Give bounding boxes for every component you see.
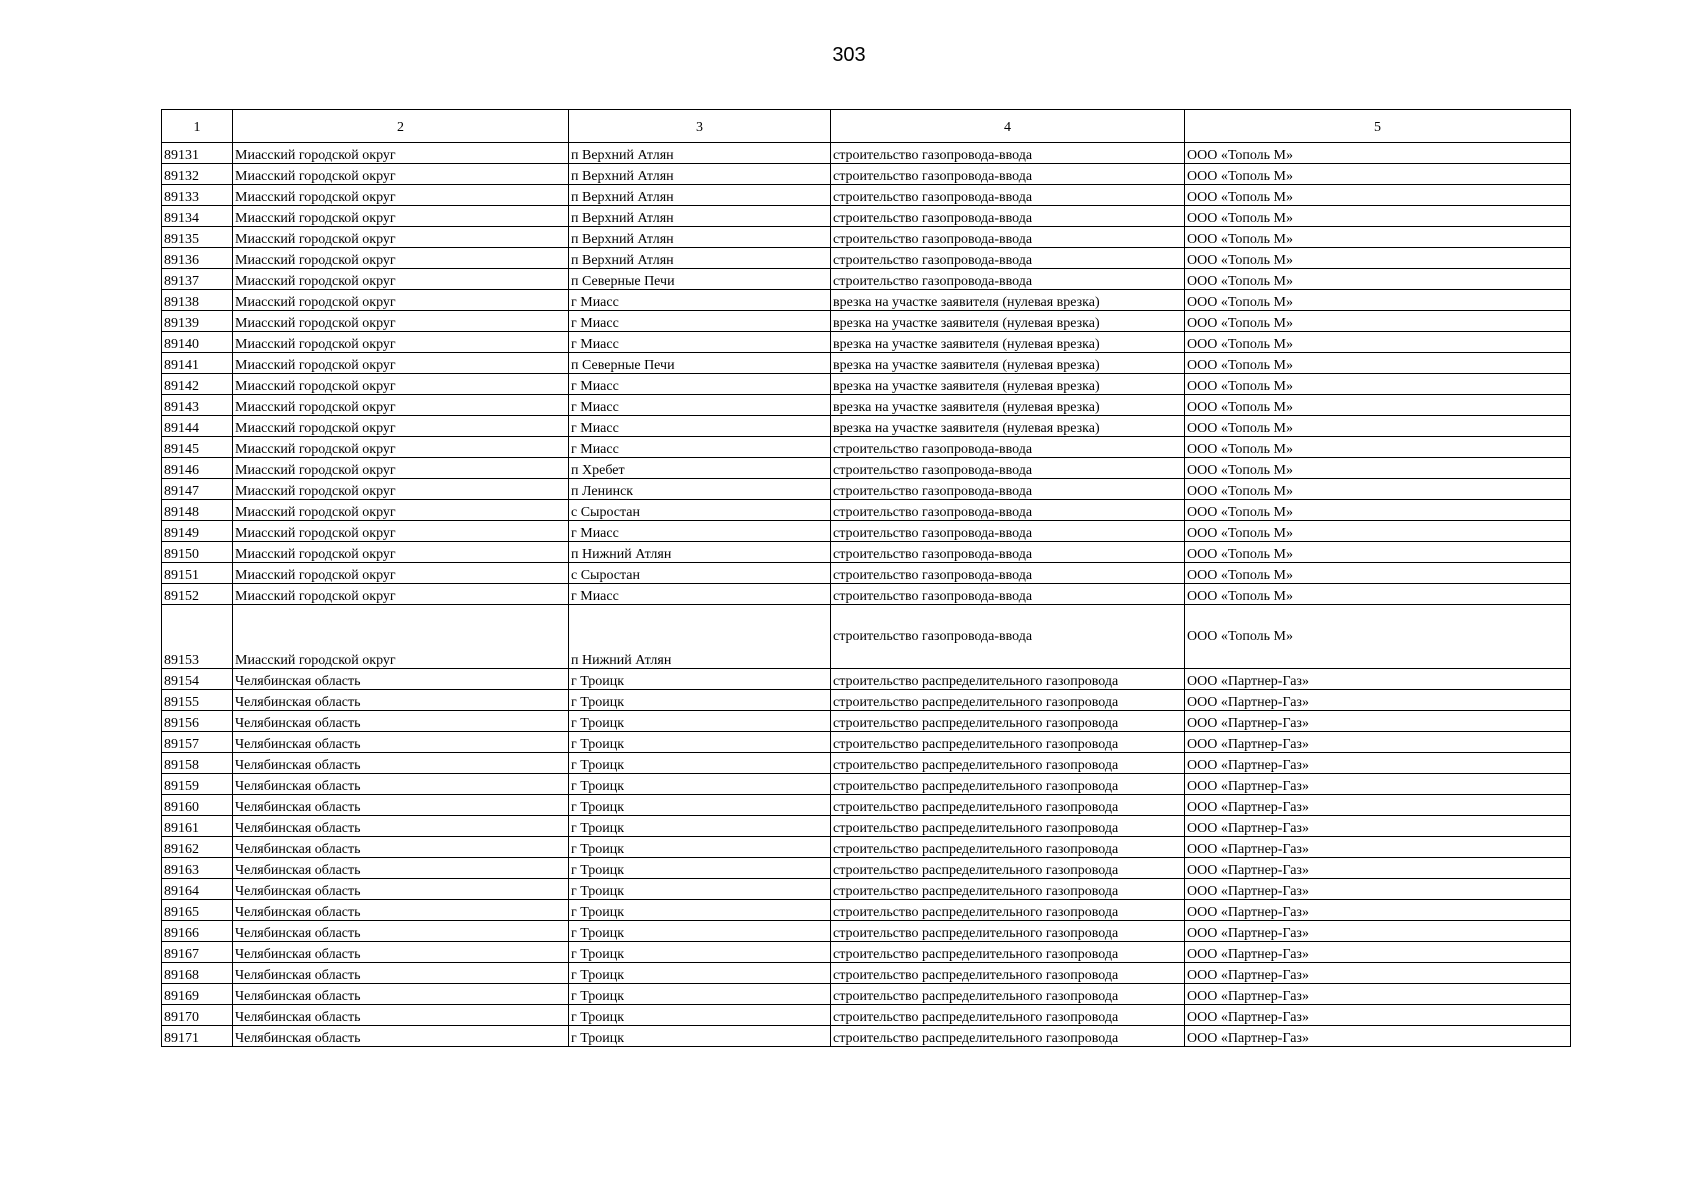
cell-locality: г Троицк [569,669,831,690]
cell-number: 89132 [162,164,233,185]
cell-organization: ООО «Партнер-Газ» [1185,732,1571,753]
cell-locality: г Троицк [569,837,831,858]
cell-number: 89143 [162,395,233,416]
cell-municipality: Челябинская область [233,795,569,816]
cell-number: 89165 [162,900,233,921]
cell-organization: ООО «Тополь М» [1185,311,1571,332]
cell-number: 89169 [162,984,233,1005]
cell-municipality: Миасский городской округ [233,290,569,311]
cell-number: 89150 [162,542,233,563]
cell-organization: ООО «Партнер-Газ» [1185,669,1571,690]
cell-locality: с Сыростан [569,500,831,521]
table-row [162,1026,1571,1047]
column-header-5: 5 [1185,110,1571,143]
table-row [162,395,1571,416]
cell-work-type: врезка на участке заявителя (нулевая врезка) [831,290,1185,311]
cell-organization: ООО «Партнер-Газ» [1185,858,1571,879]
cell-municipality: Челябинская область [233,942,569,963]
cell-locality: п Верхний Атлян [569,206,831,227]
table-row [162,605,1571,669]
cell-organization: ООО «Партнер-Газ» [1185,795,1571,816]
table-row [162,374,1571,395]
cell-number: 89141 [162,353,233,374]
cell-municipality: Миасский городской округ [233,584,569,605]
cell-municipality: Челябинская область [233,816,569,837]
cell-municipality: Миасский городской округ [233,143,569,164]
cell-number: 89156 [162,711,233,732]
cell-locality: г Троицк [569,753,831,774]
cell-work-type: врезка на участке заявителя (нулевая врезка) [831,374,1185,395]
cell-work-type: строительство газопровода-ввода [831,563,1185,584]
cell-work-type: строительство газопровода-ввода [831,500,1185,521]
cell-organization: ООО «Тополь М» [1185,332,1571,353]
table-row [162,500,1571,521]
cell-municipality: Миасский городской округ [233,269,569,290]
cell-organization: ООО «Тополь М» [1185,542,1571,563]
cell-locality: п Верхний Атлян [569,227,831,248]
cell-municipality: Миасский городской округ [233,353,569,374]
cell-locality: п Верхний Атлян [569,248,831,269]
cell-organization: ООО «Партнер-Газ» [1185,774,1571,795]
cell-organization: ООО «Тополь М» [1185,563,1571,584]
cell-municipality: Челябинская область [233,963,569,984]
cell-municipality: Челябинская область [233,753,569,774]
cell-work-type: строительство распределительного газопровода [831,984,1185,1005]
cell-municipality: Миасский городской округ [233,206,569,227]
cell-municipality: Челябинская область [233,711,569,732]
cell-locality: г Миасс [569,395,831,416]
cell-number: 89152 [162,584,233,605]
cell-locality: п Верхний Атлян [569,164,831,185]
cell-locality: п Хребет [569,458,831,479]
cell-work-type: строительство распределительного газопровода [831,858,1185,879]
cell-locality: г Троицк [569,942,831,963]
table-row [162,879,1571,900]
cell-locality: г Троицк [569,1026,831,1047]
cell-number: 89154 [162,669,233,690]
table-row [162,900,1571,921]
cell-number: 89139 [162,311,233,332]
table-row [162,227,1571,248]
cell-locality: с Сыростан [569,563,831,584]
cell-number: 89151 [162,563,233,584]
cell-work-type: строительство распределительного газопровода [831,1005,1185,1026]
table-row [162,690,1571,711]
table-row [162,311,1571,332]
cell-municipality: Миасский городской округ [233,164,569,185]
table-row [162,669,1571,690]
cell-work-type: строительство распределительного газопровода [831,837,1185,858]
cell-organization: ООО «Тополь М» [1185,185,1571,206]
cell-number: 89134 [162,206,233,227]
cell-work-type: строительство распределительного газопровода [831,774,1185,795]
cell-number: 89140 [162,332,233,353]
page-number: 303 [832,44,866,66]
cell-organization: ООО «Тополь М» [1185,458,1571,479]
cell-organization: ООО «Тополь М» [1185,395,1571,416]
cell-organization: ООО «Тополь М» [1185,437,1571,458]
cell-locality: г Троицк [569,879,831,900]
table-row [162,584,1571,605]
table-row [162,942,1571,963]
cell-number: 89167 [162,942,233,963]
cell-municipality: Миасский городской округ [233,479,569,500]
cell-work-type: строительство распределительного газопровода [831,753,1185,774]
cell-municipality: Челябинская область [233,900,569,921]
cell-number: 89171 [162,1026,233,1047]
cell-work-type: строительство газопровода-ввода [831,227,1185,248]
cell-number: 89157 [162,732,233,753]
cell-municipality: Миасский городской округ [233,227,569,248]
cell-organization: ООО «Тополь М» [1185,605,1571,669]
table-row [162,563,1571,584]
header-row [162,110,1571,143]
cell-number: 89161 [162,816,233,837]
cell-number: 89168 [162,963,233,984]
cell-number: 89142 [162,374,233,395]
cell-municipality: Миасский городской округ [233,542,569,563]
cell-number: 89155 [162,690,233,711]
table-row [162,732,1571,753]
table-row [162,185,1571,206]
cell-number: 89131 [162,143,233,164]
table-row [162,984,1571,1005]
cell-organization: ООО «Партнер-Газ» [1185,816,1571,837]
cell-organization: ООО «Тополь М» [1185,584,1571,605]
table-row [162,332,1571,353]
table-row [162,542,1571,563]
cell-work-type: строительство распределительного газопровода [831,669,1185,690]
cell-locality: г Троицк [569,858,831,879]
cell-organization: ООО «Тополь М» [1185,353,1571,374]
cell-work-type: строительство распределительного газопровода [831,816,1185,837]
cell-locality: г Миасс [569,437,831,458]
cell-organization: ООО «Партнер-Газ» [1185,879,1571,900]
cell-municipality: Миасский городской округ [233,374,569,395]
cell-locality: г Троицк [569,1005,831,1026]
cell-locality: г Миасс [569,311,831,332]
cell-work-type: строительство газопровода-ввода [831,542,1185,563]
cell-municipality: Миасский городской округ [233,416,569,437]
cell-organization: ООО «Партнер-Газ» [1185,984,1571,1005]
cell-locality: г Троицк [569,690,831,711]
cell-municipality: Миасский городской округ [233,311,569,332]
cell-work-type: строительство распределительного газопровода [831,732,1185,753]
cell-locality: г Троицк [569,963,831,984]
table-row [162,711,1571,732]
cell-locality: г Троицк [569,711,831,732]
cell-number: 89145 [162,437,233,458]
cell-number: 89148 [162,500,233,521]
cell-municipality: Челябинская область [233,1005,569,1026]
cell-locality: п Северные Печи [569,353,831,374]
cell-municipality: Челябинская область [233,690,569,711]
cell-locality: г Троицк [569,900,831,921]
column-header-2: 2 [233,110,569,143]
cell-work-type: строительство распределительного газопровода [831,942,1185,963]
cell-locality: п Верхний Атлян [569,143,831,164]
cell-work-type: строительство газопровода-ввода [831,269,1185,290]
cell-work-type: строительство газопровода-ввода [831,605,1185,669]
cell-locality: г Троицк [569,984,831,1005]
cell-municipality: Челябинская область [233,858,569,879]
cell-organization: ООО «Партнер-Газ» [1185,963,1571,984]
column-header-1: 1 [162,110,233,143]
cell-work-type: строительство распределительного газопровода [831,921,1185,942]
cell-locality: г Миасс [569,374,831,395]
table-row [162,753,1571,774]
cell-work-type: строительство газопровода-ввода [831,143,1185,164]
cell-number: 89170 [162,1005,233,1026]
table-row [162,353,1571,374]
table-row [162,774,1571,795]
cell-organization: ООО «Тополь М» [1185,500,1571,521]
table-row [162,837,1571,858]
cell-organization: ООО «Тополь М» [1185,290,1571,311]
cell-municipality: Миасский городской округ [233,437,569,458]
cell-work-type: врезка на участке заявителя (нулевая врезка) [831,416,1185,437]
cell-work-type: строительство газопровода-ввода [831,584,1185,605]
cell-organization: ООО «Партнер-Газ» [1185,753,1571,774]
cell-work-type: строительство газопровода-ввода [831,206,1185,227]
cell-organization: ООО «Партнер-Газ» [1185,1026,1571,1047]
cell-locality: г Троицк [569,816,831,837]
table-row [162,795,1571,816]
table-row [162,521,1571,542]
cell-organization: ООО «Тополь М» [1185,143,1571,164]
cell-organization: ООО «Партнер-Газ» [1185,837,1571,858]
cell-organization: ООО «Партнер-Газ» [1185,1005,1571,1026]
table-row [162,458,1571,479]
cell-number: 89137 [162,269,233,290]
cell-organization: ООО «Партнер-Газ» [1185,711,1571,732]
cell-organization: ООО «Партнер-Газ» [1185,690,1571,711]
cell-municipality: Челябинская область [233,732,569,753]
table-body [162,143,1571,1047]
cell-work-type: строительство газопровода-ввода [831,479,1185,500]
cell-work-type: строительство газопровода-ввода [831,521,1185,542]
table-row [162,143,1571,164]
cell-number: 89162 [162,837,233,858]
cell-locality: п Нижний Атлян [569,542,831,563]
cell-work-type: врезка на участке заявителя (нулевая врезка) [831,311,1185,332]
cell-number: 89153 [162,605,233,669]
cell-locality: г Троицк [569,921,831,942]
table-row [162,963,1571,984]
cell-locality: г Троицк [569,795,831,816]
cell-locality: п Северные Печи [569,269,831,290]
cell-organization: ООО «Тополь М» [1185,269,1571,290]
cell-municipality: Челябинская область [233,879,569,900]
cell-municipality: Миасский городской округ [233,500,569,521]
cell-work-type: строительство распределительного газопровода [831,963,1185,984]
table-row [162,206,1571,227]
cell-locality: г Миасс [569,416,831,437]
cell-work-type: врезка на участке заявителя (нулевая врезка) [831,395,1185,416]
table-row [162,416,1571,437]
cell-municipality: Миасский городской округ [233,458,569,479]
cell-number: 89136 [162,248,233,269]
cell-locality: г Миасс [569,521,831,542]
cell-organization: ООО «Тополь М» [1185,248,1571,269]
cell-organization: ООО «Тополь М» [1185,479,1571,500]
cell-number: 89147 [162,479,233,500]
cell-organization: ООО «Партнер-Газ» [1185,921,1571,942]
cell-number: 89149 [162,521,233,542]
cell-number: 89164 [162,879,233,900]
cell-number: 89166 [162,921,233,942]
cell-work-type: строительство распределительного газопровода [831,711,1185,732]
cell-number: 89146 [162,458,233,479]
cell-work-type: строительство распределительного газопровода [831,879,1185,900]
cell-locality: п Ленинск [569,479,831,500]
cell-work-type: строительство газопровода-ввода [831,164,1185,185]
cell-organization: ООО «Тополь М» [1185,227,1571,248]
cell-organization: ООО «Тополь М» [1185,521,1571,542]
cell-municipality: Миасский городской округ [233,605,569,669]
cell-municipality: Миасский городской округ [233,563,569,584]
table-row [162,1005,1571,1026]
table-row [162,269,1571,290]
cell-organization: ООО «Тополь М» [1185,164,1571,185]
cell-municipality: Миасский городской округ [233,248,569,269]
cell-work-type: врезка на участке заявителя (нулевая врезка) [831,332,1185,353]
table-row [162,479,1571,500]
table-row [162,816,1571,837]
table-row [162,290,1571,311]
cell-work-type: строительство газопровода-ввода [831,185,1185,206]
cell-number: 89135 [162,227,233,248]
cell-municipality: Челябинская область [233,774,569,795]
column-header-3: 3 [569,110,831,143]
table-row [162,858,1571,879]
cell-number: 89160 [162,795,233,816]
cell-number: 89144 [162,416,233,437]
cell-locality: г Миасс [569,290,831,311]
cell-number: 89163 [162,858,233,879]
cell-number: 89133 [162,185,233,206]
cell-number: 89138 [162,290,233,311]
cell-organization: ООО «Тополь М» [1185,206,1571,227]
cell-municipality: Миасский городской округ [233,395,569,416]
cell-organization: ООО «Партнер-Газ» [1185,942,1571,963]
cell-municipality: Челябинская область [233,984,569,1005]
cell-locality: г Миасс [569,584,831,605]
cell-locality: п Верхний Атлян [569,185,831,206]
cell-number: 89158 [162,753,233,774]
cell-municipality: Челябинская область [233,921,569,942]
cell-work-type: строительство газопровода-ввода [831,248,1185,269]
cell-work-type: строительство газопровода-ввода [831,458,1185,479]
table-header [162,110,1571,143]
cell-municipality: Челябинская область [233,837,569,858]
cell-municipality: Челябинская область [233,1026,569,1047]
cell-municipality: Миасский городской округ [233,521,569,542]
cell-work-type: строительство распределительного газопровода [831,690,1185,711]
cell-work-type: строительство распределительного газопровода [831,900,1185,921]
cell-locality: г Миасс [569,332,831,353]
cell-locality: п Нижний Атлян [569,605,831,669]
cell-municipality: Миасский городской округ [233,332,569,353]
cell-work-type: строительство распределительного газопровода [831,795,1185,816]
table-row [162,248,1571,269]
column-header-4: 4 [831,110,1185,143]
cell-municipality: Челябинская область [233,669,569,690]
table-row [162,164,1571,185]
cell-work-type: врезка на участке заявителя (нулевая врезка) [831,353,1185,374]
cell-organization: ООО «Тополь М» [1185,374,1571,395]
cell-organization: ООО «Тополь М» [1185,416,1571,437]
cell-work-type: строительство газопровода-ввода [831,437,1185,458]
table-row [162,437,1571,458]
cell-municipality: Миасский городской округ [233,185,569,206]
cell-locality: г Троицк [569,774,831,795]
cell-organization: ООО «Партнер-Газ» [1185,900,1571,921]
registry-table [161,109,1571,1047]
cell-work-type: строительство распределительного газопровода [831,1026,1185,1047]
table-row [162,921,1571,942]
cell-locality: г Троицк [569,732,831,753]
cell-number: 89159 [162,774,233,795]
